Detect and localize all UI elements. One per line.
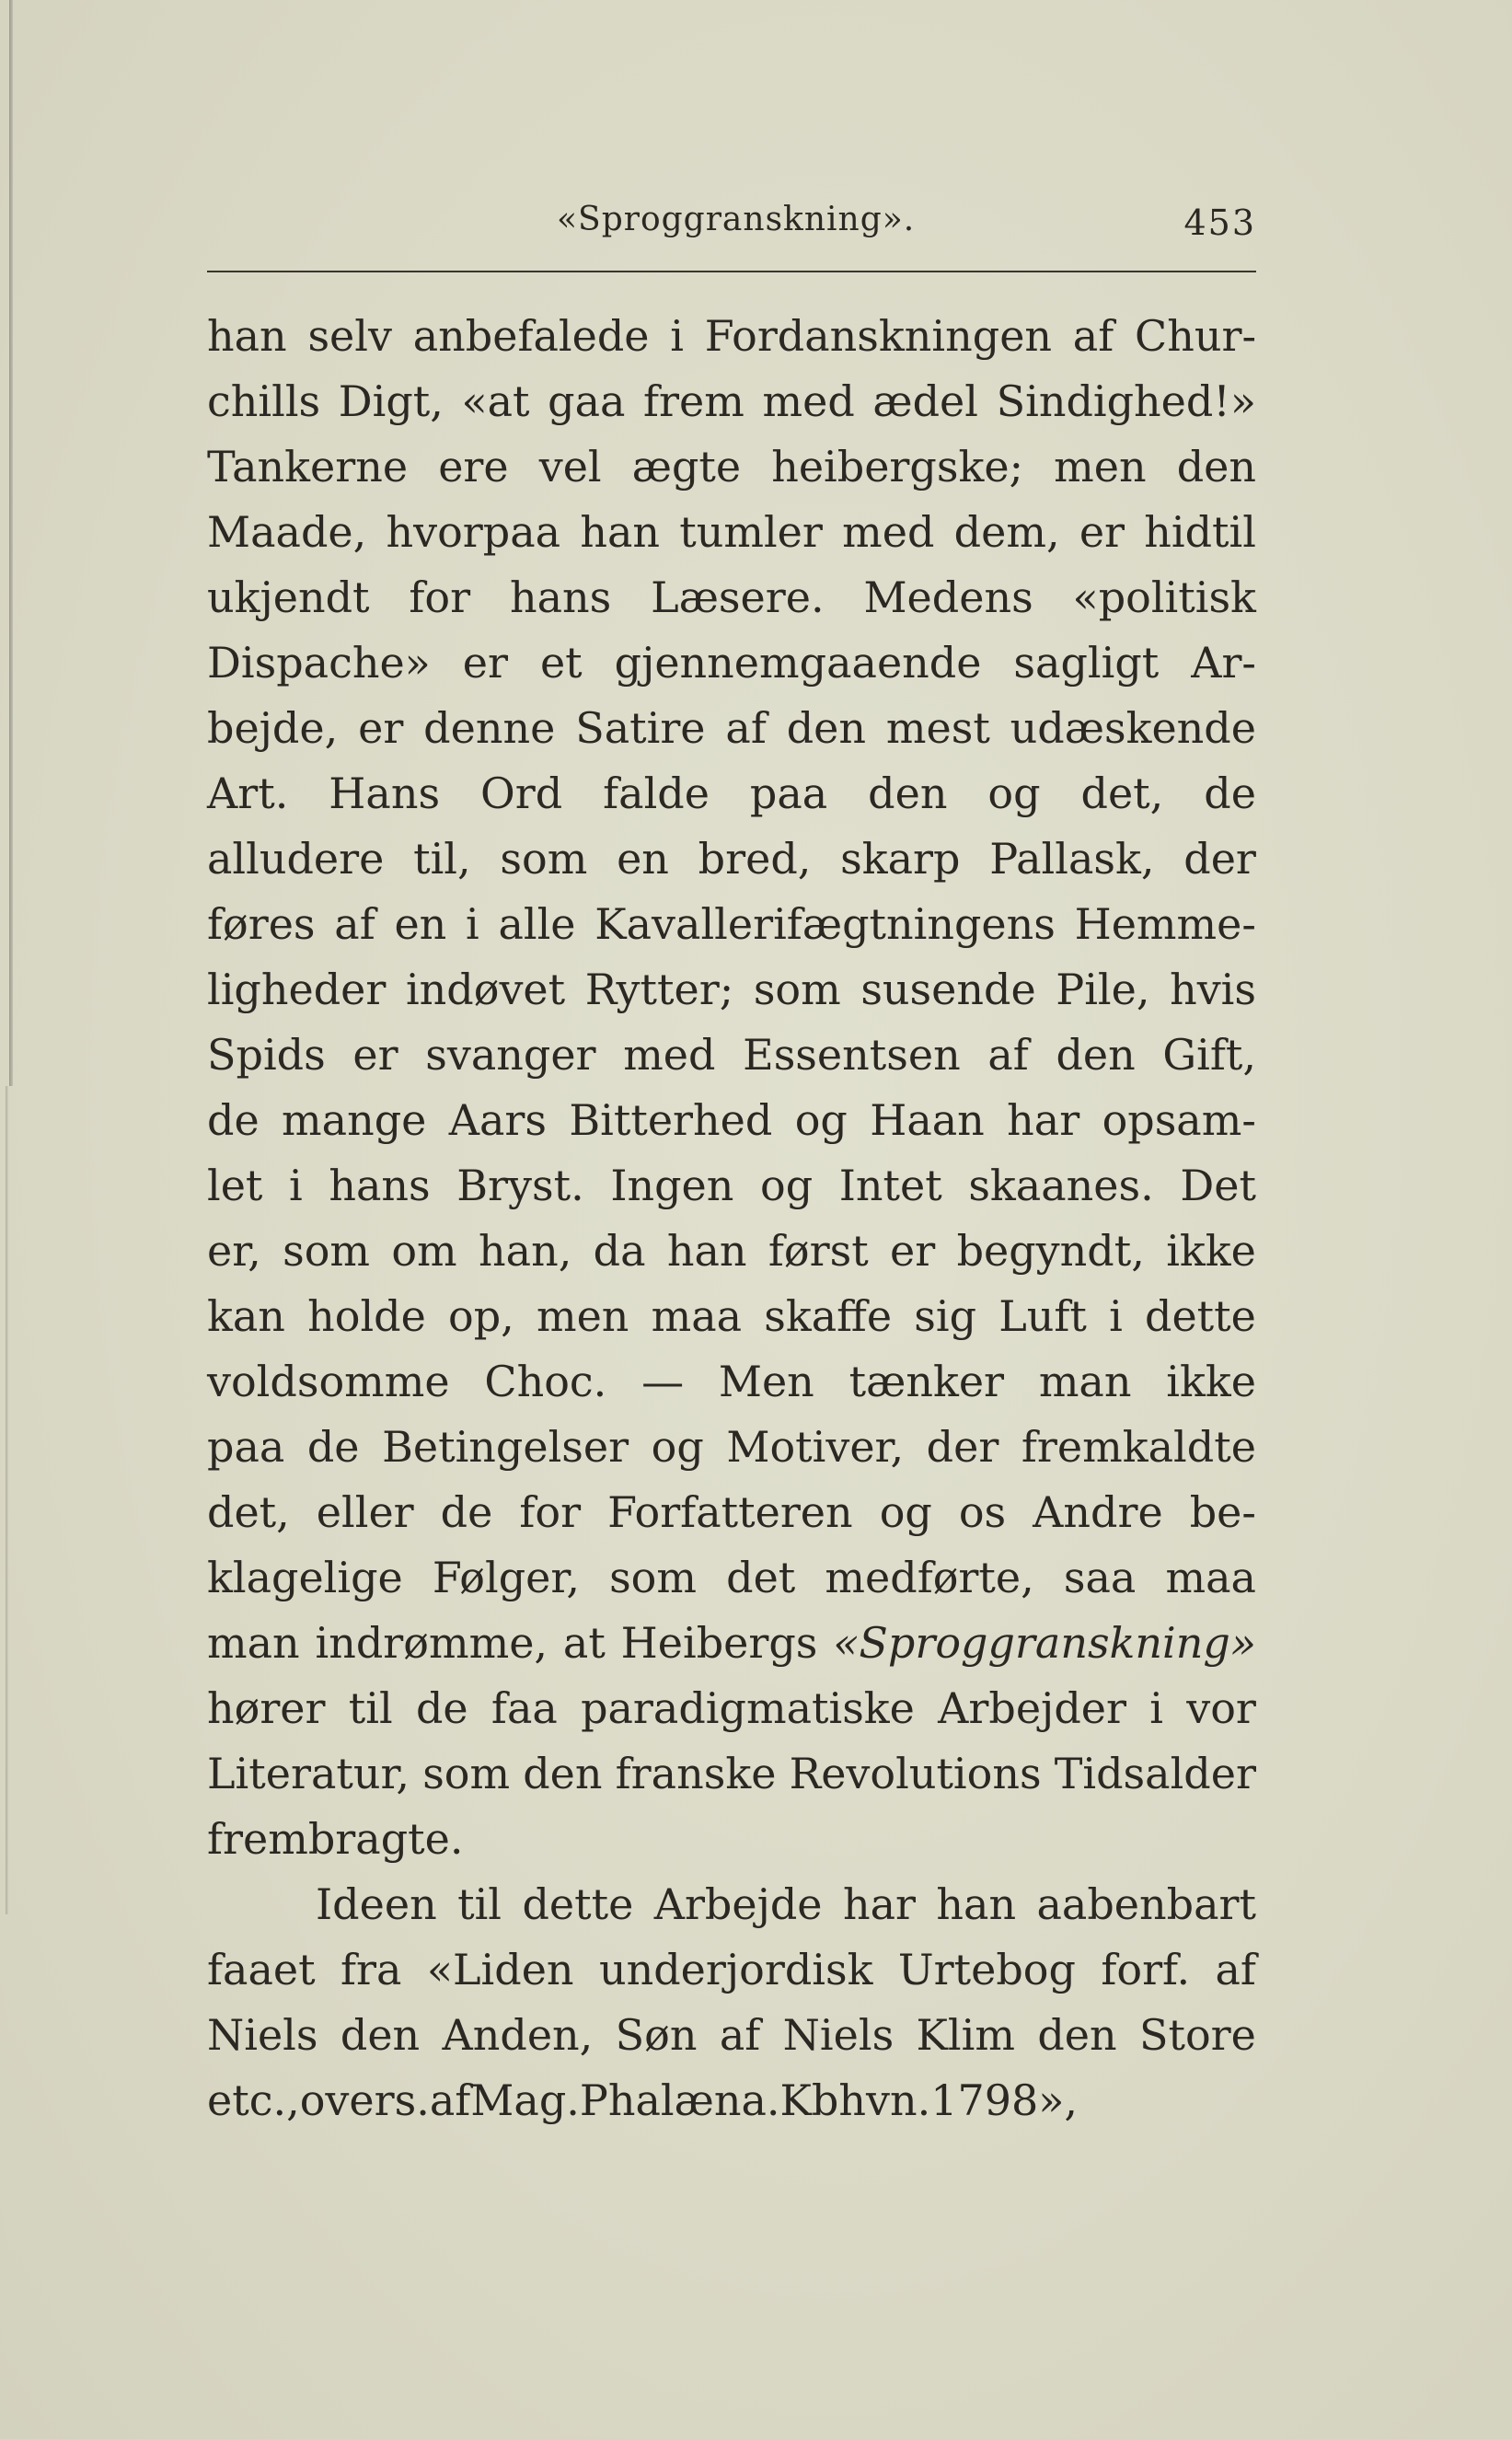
word: klagelige [207, 1553, 403, 1602]
word: opsam- [1102, 1095, 1256, 1145]
word: Arbejder [938, 1683, 1126, 1733]
word: hans [509, 572, 612, 622]
word: vel [538, 442, 602, 491]
word: ere [438, 442, 509, 491]
text-line [207, 826, 1256, 892]
word: Søn [615, 2010, 698, 2060]
word: underjordisk [598, 1945, 873, 1994]
word: let [207, 1161, 263, 1210]
word: Følger, [432, 1553, 580, 1602]
word: som [500, 834, 588, 884]
word: kan [207, 1291, 285, 1341]
text-line [207, 434, 1256, 500]
word: til [348, 1683, 393, 1733]
page-edge-shadow-lower [6, 1086, 8, 1914]
word: «Liden [426, 1945, 574, 1994]
word: paa [207, 1422, 285, 1472]
word: Store [1138, 2010, 1256, 2060]
word: hvorpaa [386, 507, 561, 557]
word: Men [718, 1357, 814, 1406]
word: hører [207, 1683, 326, 1733]
word: ukjendt [207, 572, 370, 622]
word: dem, [953, 507, 1060, 557]
word: vor [1186, 1683, 1256, 1733]
word: i [1109, 1291, 1123, 1341]
word: til [457, 1879, 502, 1929]
text-line [207, 761, 1256, 826]
word: Læsere. [651, 572, 825, 622]
text-line [207, 892, 1256, 957]
word: ikke [1166, 1357, 1256, 1406]
word: «politisk [1072, 572, 1256, 622]
word: Betingelser [382, 1422, 629, 1472]
word: bejde, [207, 703, 339, 753]
word: han [207, 311, 287, 361]
word: alle [498, 899, 576, 949]
word: af [1072, 311, 1114, 361]
word: den [1176, 442, 1256, 491]
text-line [207, 1545, 1256, 1611]
word: Hans [329, 769, 441, 818]
word: Arbejde [653, 1879, 823, 1929]
word: han [936, 1879, 1017, 1929]
word: hvis [1170, 965, 1256, 1014]
word: Bitterhed [569, 1095, 773, 1145]
text-line [207, 1349, 1256, 1415]
word: først [768, 1226, 869, 1276]
word: de [306, 1422, 360, 1472]
text-line [207, 1807, 1256, 1872]
word: forf. [1101, 1945, 1191, 1994]
word: som [753, 965, 841, 1014]
word: fra [340, 1945, 402, 1994]
word: Anden, [442, 2010, 594, 2060]
word: som [283, 1226, 371, 1276]
word: ægte [631, 442, 742, 491]
word: ædel [872, 376, 978, 426]
word: da [593, 1226, 646, 1276]
word: os [958, 1487, 1007, 1537]
word: bred, [698, 834, 812, 884]
word: med [623, 1030, 716, 1080]
word: om [391, 1226, 457, 1276]
word: Motiver, [726, 1422, 905, 1472]
word: til, [413, 834, 471, 884]
word: Niels [782, 2010, 895, 2060]
word: at [562, 1618, 606, 1668]
word: Mag. [470, 2075, 580, 2125]
word: den [786, 703, 867, 753]
word: dette [522, 1879, 634, 1929]
word: mest [885, 703, 990, 753]
word: man [1038, 1357, 1132, 1406]
word: den [868, 769, 948, 818]
word: den [523, 1749, 603, 1798]
word: Pile, [1056, 965, 1150, 1014]
text-line [207, 630, 1256, 696]
word: og [794, 1095, 848, 1145]
word: fremkaldte [1021, 1422, 1256, 1472]
word: Choc. [484, 1357, 607, 1406]
word: det, [1080, 769, 1164, 818]
word: Heibergs [620, 1618, 818, 1668]
word: der [1183, 834, 1256, 884]
word: men [536, 1291, 629, 1341]
word: Forfatteren [607, 1487, 853, 1537]
word: skaffe [764, 1291, 893, 1341]
word: aabenbart [1036, 1879, 1256, 1929]
word: gaa [548, 376, 626, 426]
text-line [207, 1088, 1256, 1153]
text-line [207, 1480, 1256, 1545]
word: Tidsalder [1054, 1749, 1256, 1798]
word: er [1079, 507, 1125, 557]
word: sig [914, 1291, 977, 1341]
word: Literatur, [207, 1749, 410, 1798]
word: — [641, 1357, 685, 1406]
word: frembragte. [207, 1814, 464, 1864]
word: Maade, [207, 507, 367, 557]
word: saa [1063, 1553, 1137, 1602]
page-header [207, 193, 1256, 249]
word: han [666, 1226, 747, 1276]
word: Haan [870, 1095, 985, 1145]
word: den [1056, 1030, 1136, 1080]
text-line [207, 1937, 1256, 2003]
word: mange [282, 1095, 427, 1145]
word: overs. [299, 2075, 430, 2125]
word: Niels [207, 2010, 318, 2060]
text-line [207, 2003, 1256, 2068]
word: i [466, 899, 479, 949]
word: som [422, 1749, 511, 1798]
word: hans [329, 1161, 431, 1210]
word: Tankerne [207, 442, 409, 491]
word: frem [643, 376, 744, 426]
word: for [409, 572, 471, 622]
text-line [207, 1872, 1256, 1937]
word: Intet [838, 1161, 942, 1210]
word: de [1204, 769, 1256, 818]
word: som [609, 1553, 697, 1602]
word: heibergske; [771, 442, 1024, 491]
word: be- [1189, 1487, 1256, 1537]
word: den [340, 2010, 421, 2060]
text-line [207, 1676, 1256, 1741]
body-text [207, 304, 1256, 2133]
word: i [670, 311, 684, 361]
word: Andre [1033, 1487, 1163, 1537]
word: og [760, 1161, 814, 1210]
word: anbefalede [412, 311, 650, 361]
text-line [207, 304, 1256, 369]
word: Kbhvn. [779, 2075, 931, 2125]
word: i [1149, 1683, 1163, 1733]
word: Ideen [316, 1879, 437, 1929]
word: dette [1145, 1291, 1256, 1341]
word: Digt, [338, 376, 444, 426]
word: Art. [207, 769, 289, 818]
word: af [429, 2075, 471, 2125]
text-line [207, 1741, 1256, 1807]
word: falde [603, 769, 710, 818]
word: Ar- [1191, 638, 1256, 688]
word: en [394, 899, 447, 949]
word: det [726, 1553, 796, 1602]
word: hidtil [1144, 507, 1256, 557]
word: den [1037, 2010, 1117, 2060]
word: Det [1180, 1161, 1256, 1210]
word: Kavallerifægtningens [594, 899, 1056, 949]
word: med [842, 507, 935, 557]
word: chills [207, 376, 321, 426]
text-line [207, 1219, 1256, 1284]
word: de [415, 1683, 468, 1733]
word: eller [316, 1487, 414, 1537]
header-rule [207, 271, 1256, 272]
word: af [719, 2010, 761, 2060]
word: en [617, 834, 669, 884]
word: franske [615, 1749, 777, 1798]
word: der [926, 1422, 999, 1472]
word: Satire [575, 703, 706, 753]
word: faaet [207, 1945, 316, 1994]
text-line [207, 565, 1256, 630]
word: Luft [998, 1291, 1087, 1341]
word: Spids [207, 1030, 326, 1080]
text-line [207, 1153, 1256, 1219]
word: Fordanskningen [704, 311, 1053, 361]
word: udæskende [1010, 703, 1256, 753]
word: er [358, 703, 404, 753]
word: har [1007, 1095, 1080, 1145]
word: alludere [207, 834, 385, 884]
word: Urtebog [897, 1945, 1076, 1994]
text-line [207, 369, 1256, 434]
word: begyndt, [956, 1226, 1145, 1276]
word: man [207, 1618, 300, 1668]
word: Rytter; [584, 965, 734, 1014]
word: de [207, 1095, 260, 1145]
word: er [462, 638, 508, 688]
page-number: 453 [1183, 202, 1256, 243]
word: Phalæna. [579, 2075, 780, 2125]
word: ligheder [207, 965, 387, 1014]
word: er, [207, 1226, 261, 1276]
word: tænker [848, 1357, 1005, 1406]
word: selv [307, 311, 392, 361]
text-line [207, 1284, 1256, 1349]
word: indøvet [405, 965, 566, 1014]
word: faa [491, 1683, 558, 1733]
word: et [539, 638, 583, 688]
word: maa [1165, 1553, 1256, 1602]
word: sagligt [1013, 638, 1160, 688]
word: Medens [863, 572, 1033, 622]
running-title: «Sproggranskning». [557, 201, 916, 238]
word: og [987, 769, 1041, 818]
word: men [1054, 442, 1147, 491]
word: Sindighed!» [996, 376, 1256, 426]
word: Ord [480, 769, 563, 818]
word: Revolutions [789, 1749, 1042, 1798]
word: tumler [679, 507, 823, 557]
text-line [207, 2068, 1256, 2133]
word: paradigmatiske [581, 1683, 915, 1733]
word: Bryst. [456, 1161, 584, 1210]
word: skaanes. [968, 1161, 1154, 1210]
text-line [207, 500, 1256, 565]
word: Dispache» [207, 638, 431, 688]
word: og [651, 1422, 704, 1472]
word: han, [479, 1226, 572, 1276]
word: han [580, 507, 660, 557]
word: Ingen [610, 1161, 734, 1210]
word: denne [423, 703, 556, 753]
word: Klim [916, 2010, 1015, 2060]
word: skarp [840, 834, 961, 884]
word: maa [651, 1291, 743, 1341]
word: føres [207, 899, 316, 949]
word: de [440, 1487, 493, 1537]
word: af [725, 703, 767, 753]
word: Hemme- [1074, 899, 1256, 949]
word: holde [307, 1291, 426, 1341]
word: er [352, 1030, 398, 1080]
word: har [842, 1879, 916, 1929]
word: af [1215, 1945, 1256, 1994]
word: indrømme, [315, 1618, 548, 1668]
word: medførte, [825, 1553, 1034, 1602]
word: susende [860, 965, 1036, 1014]
word: ikke [1166, 1226, 1256, 1276]
word: «Sproggranskning» [833, 1618, 1256, 1668]
word: «at [461, 376, 530, 426]
word: er [890, 1226, 936, 1276]
word: etc., [207, 2075, 300, 2125]
word: det, [207, 1487, 290, 1537]
word: voldsomme [207, 1357, 450, 1406]
word: Gift, [1162, 1030, 1256, 1080]
text-line [207, 957, 1256, 1023]
page-edge-shadow [9, 0, 13, 1086]
word: op, [448, 1291, 514, 1341]
word: svanger [425, 1030, 596, 1080]
text-line [207, 1023, 1256, 1088]
word: Essentsen [743, 1030, 961, 1080]
word: 1798», [930, 2075, 1079, 2125]
word: Pallask, [989, 834, 1155, 884]
word: Chur- [1135, 311, 1256, 361]
word: i [289, 1161, 303, 1210]
word: paa [749, 769, 828, 818]
word: for [519, 1487, 582, 1537]
word: af [987, 1030, 1029, 1080]
word: og [879, 1487, 932, 1537]
text-line [207, 1415, 1256, 1480]
text-line [207, 1611, 1256, 1676]
word: af [334, 899, 375, 949]
text-line [207, 696, 1256, 761]
word: med [762, 376, 855, 426]
word: Aars [448, 1095, 547, 1145]
word: gjennemgaaende [614, 638, 982, 688]
